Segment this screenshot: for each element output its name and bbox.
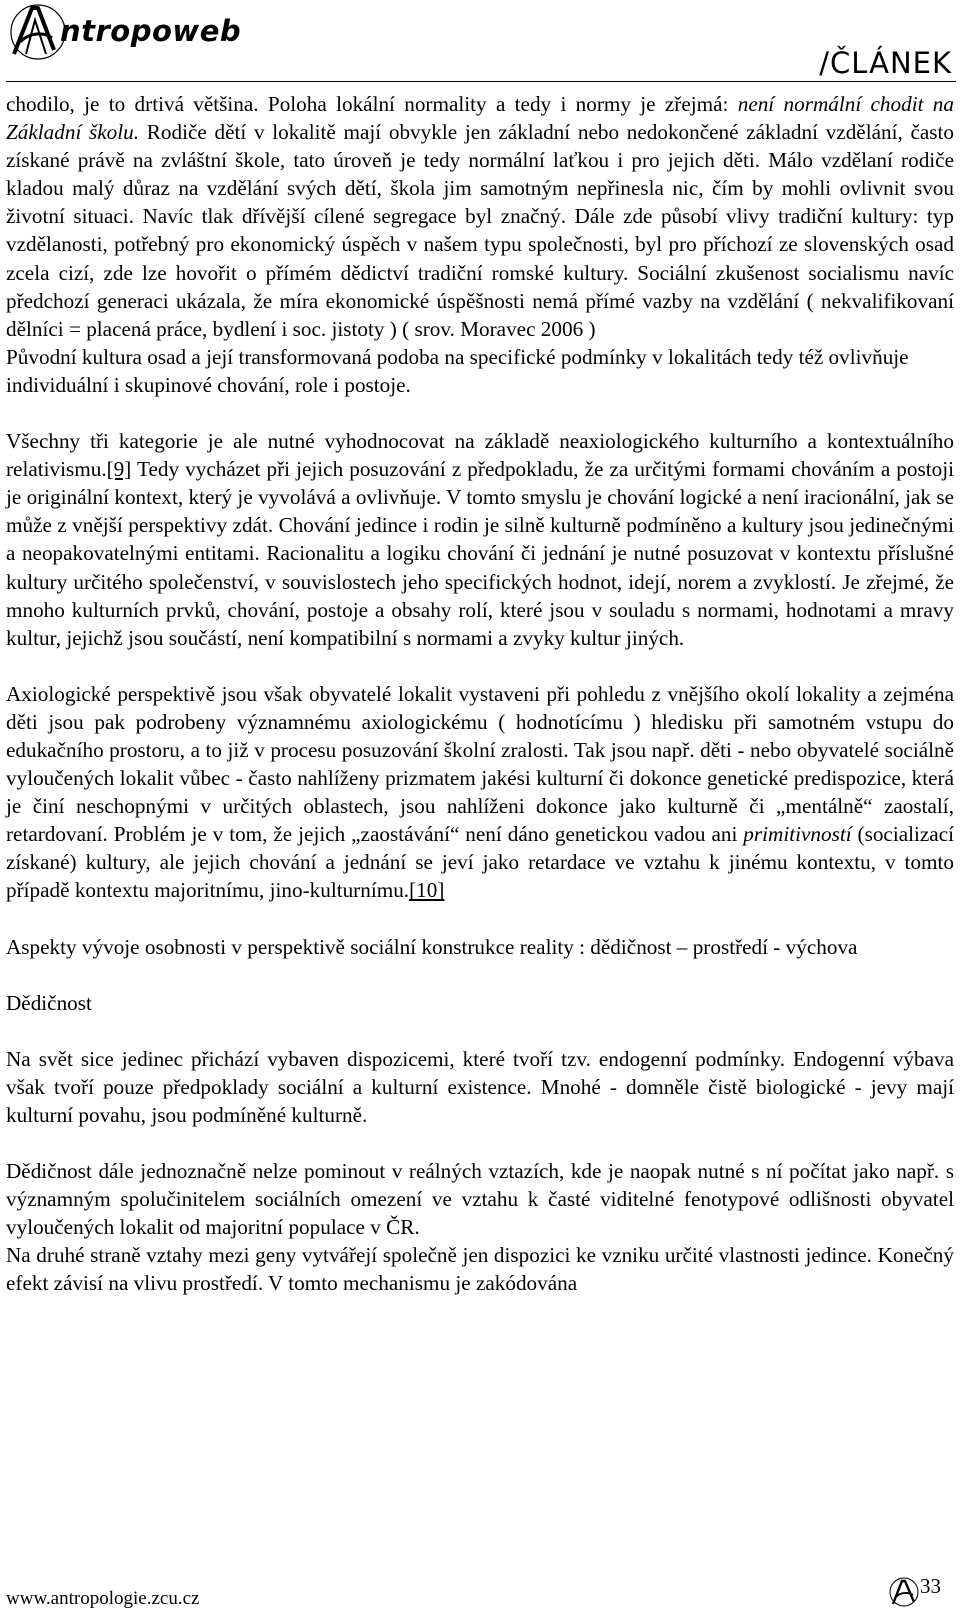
page-number: 33 [920,1574,941,1598]
page-header [0,0,960,84]
logo-a-mark-icon [8,2,68,60]
page-footer [0,1568,960,1617]
paragraph-3 [6,427,954,652]
section-heading-dedicnost: Dědičnost [6,990,92,1015]
footer-url-link[interactable]: www.antropologie.zcu.cz [6,1588,200,1609]
paragraph-2: Původní kultura osad a její transformovaná podoba na specifické podmínky v lokalitách tedy též ovlivňuje individuální i skupinové chování, role i postoje. [6,344,909,397]
paragraph-1-text-a: chodilo, je to drtivá většina. Poloha lokální normality a tedy i normy je zřejmá: [6,92,738,116]
footnote-link-9[interactable]: [9] [106,457,132,482]
header-divider [6,81,956,82]
paragraph-7: Na druhé straně vztahy mezi geny vytvářejí společně jen dispozici ke vzniku určité vlastnosti jedince. Konečný efekt závisí na vlivu prostředí. V tomto mechanismu je zakódována [6,1243,954,1296]
footnote-link-10[interactable]: [10] [409,878,445,903]
paragraph-5: Na svět sice jedinec přichází vybaven dispozicemi, které tvoří tzv. endogenní podmínky. Endogenní výbava však tvoří pouze předpoklady sociální a kulturní existence. Mnohé - domněle čistě biologické - jevy mají kulturní povahu, jsou podmíněné kulturně. [6,1046,954,1127]
paragraph-4-text-a: Axiologické perspektivě jsou však obyvatelé lokalit vystaveni při pohledu z vnějšího okolí lokality a zejména děti jsou pak podrobeny významnému axiologickému ( hodnotícímu ) hledisku při samotném vstupu do edukačního prostoru, a to již v procesu posuzování školní zralosti. Tak jsou např. děti - nebo obyvatelé sociálně vyloučených lokalit vůbec - často nahlíženy prizmatem jakési kulturní či dokonce genetické predispozice, která je činí neschopnými v určitých oblastech, jsou nahlíženi dokonce jako kulturně či „mentálně“ zaostalí, retardovaní. Problém je v tom, že jejich „zaostávání“ není dáno genetickou vadou ani [6,681,954,847]
footer-logo-icon [888,1576,920,1608]
paragraph-1-text-b: Rodiče dětí v lokalitě mají obvykle jen základní nebo nedokončené základní vzdělání, často získané právě na zvláštní škole, tato úroveň je tedy normální laťkou i pro jejich děti. Málo vzdělaní rodiče kladou malý důraz na vzdělání svých dětí, škola jim samotným nepřinesla nic, čím by mohli ovlivnit svou životní situaci. Navíc tlak dřívější cílené segregace byl značný. Dále zde působí vlivy tradiční kultury: typ vzdělanosti, potřebný pro ekonomický úspěch v našem typu společnosti, byl pro příchozí ze slovenských osad zcela cizí, zde lze hovořit o přímém dědictví tradiční romské kultury. Sociální zkušenost socialismu navíc předchozí generaci ukázala, že míra ekonomické úspěšnosti nemá přímé vazby na vzdělání ( nekvalifikovaní dělníci = placená práce, bydlení i soc. jistoty ) ( srov. Moravec 2006 ) [6,120,954,341]
article-body [6,90,954,1297]
antropoweb-logo [8,2,242,60]
logo-wordmark: ntropoweb [60,14,242,48]
paragraph-1 [6,90,954,343]
paragraph-4-text-b: (socializací získané) kultury, ale jejich chování a jednání se jeví jako retardace ve vztahu k jinému kontextu, v tomto případě kontextu majoritnímu, jino-kulturnímu. [6,822,954,903]
paragraph-4 [6,680,954,905]
paragraph-4-emphasis: primitivností [743,822,852,847]
paragraph-3-text-b: Tedy vycházet při jejich posuzování z předpokladu, že za určitými formami chováním a postoji je originální kontext, který je vyvolává a ovlivňuje. V tomto smyslu je chování logické a není iracionální, jak se může z vnější perspektivy zdát. Chování jedince i rodin je silně kulturně podmíněno a kultury jsou jedinečnými a neopakovatelnými entitami. Racionalitu a logiku chování či jednání je nutné posuzovat v kontextu příslušné kultury určitého společenství, v souvislostech jeho specifických hodnot, idejí, norem a zvyklostí. Je zřejmé, že mnoho kulturních prvků, chování, postoje a obsahy rolí, které jsou v souladu s normami, hodnotami a mravy kultur, jejichž jsou součástí, není kompatibilní s normami a zvyky kultur jiných. [6,457,954,650]
paragraph-6: Dědičnost dále jednoznačně nelze pominout v reálných vztazích, kde je naopak nutné s ní počítat jako např. s významným spolučinitelem sociálních omezení ve vztahu k časté viditelné fenotypové odlišnosti obyvatel vyloučených lokalit od majoritní populace v ČR. [6,1159,954,1240]
paragraph-1-emphasis: není normální chodit na Základní školu. [6,92,954,145]
section-label: /ČLÁNEK [819,46,952,80]
paragraph-3-text-a: Všechny tři kategorie je ale nutné vyhodnocovat na základě neaxiologického kulturního a kontextuálního relativismu. [6,429,954,482]
section-heading-aspects: Aspekty vývoje osobnosti v perspektivě sociální konstrukce reality : dědičnost – prostředí - výchova [6,934,858,959]
